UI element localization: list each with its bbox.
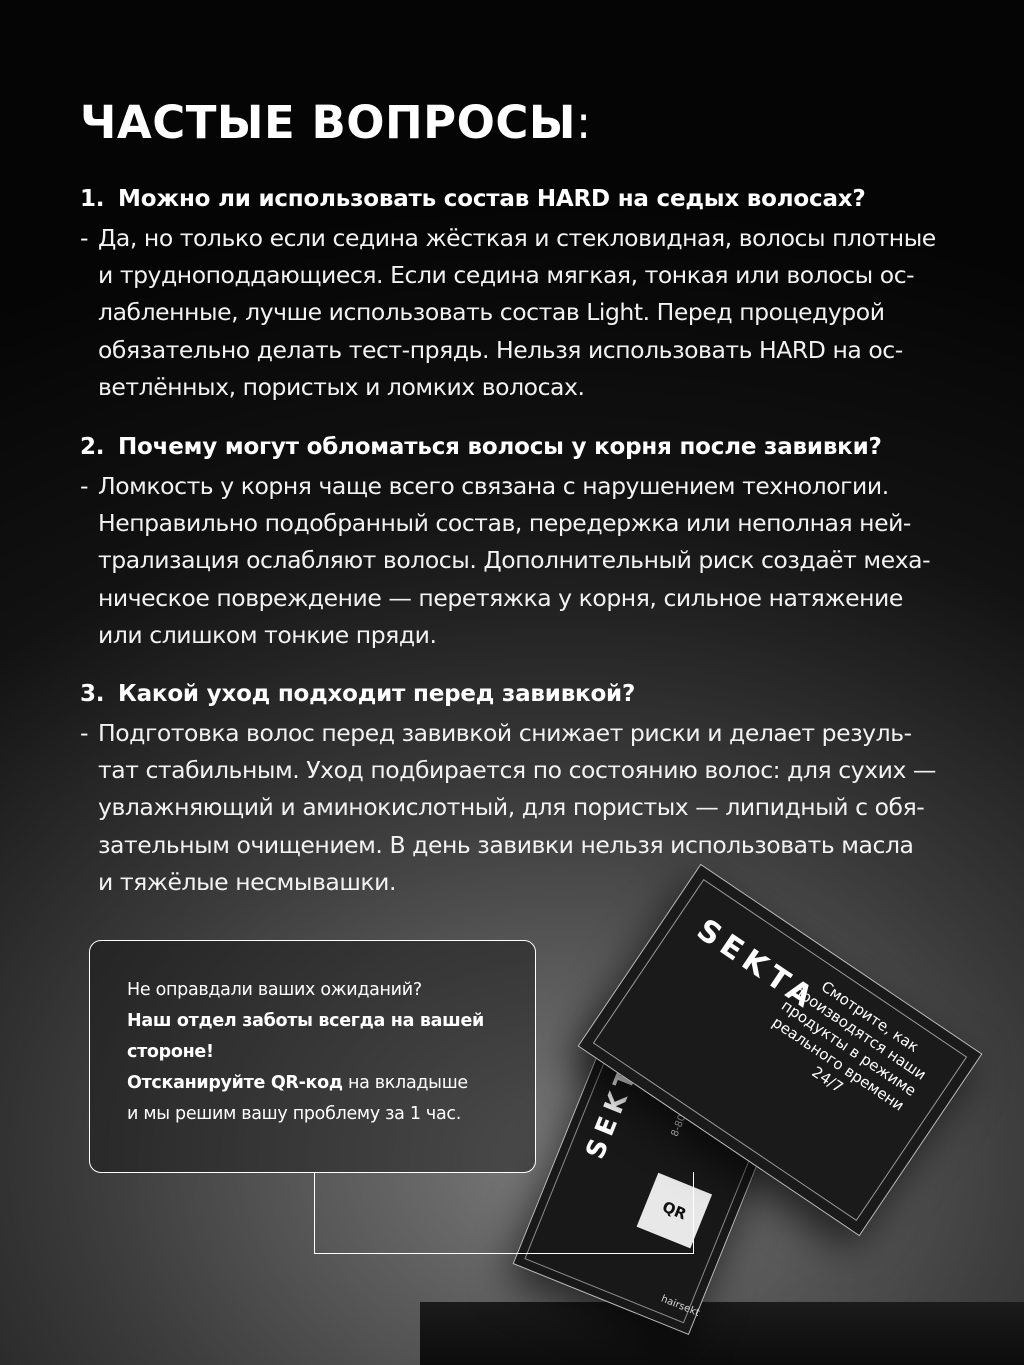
page-title-text: ЧАСТЫЕ ВОПРОСЫ: [80, 96, 577, 149]
callout-line: [127, 1037, 505, 1068]
callout-line: [127, 1006, 505, 1037]
callout-line: [127, 1068, 505, 1099]
brand-logo: SEKTA: [580, 1038, 655, 1164]
card-site: hairsekt: [659, 1293, 701, 1319]
faq-question: [80, 182, 980, 216]
faq-item-3: [80, 677, 980, 901]
support-callout: [89, 940, 536, 1173]
faq-number: 3.: [80, 681, 105, 707]
faq-question: [80, 430, 980, 464]
card-promo-text: Смотрите, как производятся наши продукты в режиме реального времени 24/7: [768, 977, 930, 1115]
answer-line: или слишком тонкие пряди.: [98, 620, 437, 649]
answer-line: тат стабильным. Уход подбирается по состоянию волос: для сухих —: [98, 756, 936, 785]
faq-answer: [80, 220, 980, 406]
answer-line: Ломкость у корня чаще всего связана с нарушением технологии.: [98, 472, 889, 500]
answer-line: лабленные, лучше использовать состав Light. Перед процедурой: [98, 298, 885, 327]
faq-item-2: [80, 430, 980, 654]
callout-line: и мы решим вашу проблему за 1 час.: [127, 1104, 461, 1124]
qr-code-icon: QR: [637, 1173, 713, 1249]
faq-answer: [80, 715, 980, 901]
answer-line: обязательно делать тест-прядь. Нельзя использовать HARD на ос-: [98, 335, 903, 364]
answer-dash: -: [80, 224, 89, 252]
answer-line: трализация ослабляют волосы. Дополнительный риск создаёт меха-: [98, 546, 931, 575]
faq-number: 2.: [80, 434, 105, 460]
faq-answer: [80, 468, 980, 654]
answer-line: ветлённых, пористых и ломких волосах.: [98, 372, 585, 401]
faq-question-text: Почему могут обломаться волосы у корня после завивки?: [118, 434, 882, 460]
answer-dash: -: [80, 719, 89, 747]
answer-line: Подготовка волос перед завивкой снижает риски и делает резуль-: [98, 719, 912, 747]
callout-connector: [314, 1172, 694, 1254]
answer-line: увлажняющий и аминокислотный, для пористых — липидный с обя-: [98, 793, 925, 822]
callout-bold: Наш отдел заботы всегда на вашей: [127, 1011, 484, 1031]
answer-line: зательным очищением. В день завивки нельзя использовать масла: [98, 830, 914, 859]
answer-line: и тяжёлые несмывашки.: [98, 867, 396, 896]
faq-number: 1.: [80, 186, 105, 212]
answer-dash: -: [80, 472, 89, 500]
page-title: [80, 96, 592, 149]
answer-line: ническое повреждение — перетяжка у корня, сильное натяжение: [98, 583, 903, 612]
display-pedestal: [420, 1302, 1024, 1365]
callout-line: Не оправдали ваших ожиданий?: [127, 980, 422, 1000]
page-title-colon: :: [576, 96, 592, 149]
callout-bold: стороне!: [127, 1042, 214, 1062]
brand-logo: SEKTA: [690, 912, 824, 1018]
faq-item-1: [80, 182, 980, 406]
faq-question-text: Какой уход подходит перед завивкой?: [118, 681, 636, 707]
faq-question: [80, 677, 980, 711]
callout-bold: Отсканируйте QR-код: [127, 1073, 343, 1093]
callout-text: на вкладыше: [342, 1073, 468, 1093]
answer-line: Да, но только если седина жёсткая и стекловидная, волосы плотные: [98, 224, 936, 252]
answer-line: и трудноподдающиеся. Если седина мягкая, тонкая или волосы ос-: [98, 261, 915, 290]
faq-question-text: Можно ли использовать состав HARD на седых волосах?: [118, 186, 866, 212]
answer-line: Неправильно подобранный состав, передержка или неполная ней-: [98, 509, 911, 538]
